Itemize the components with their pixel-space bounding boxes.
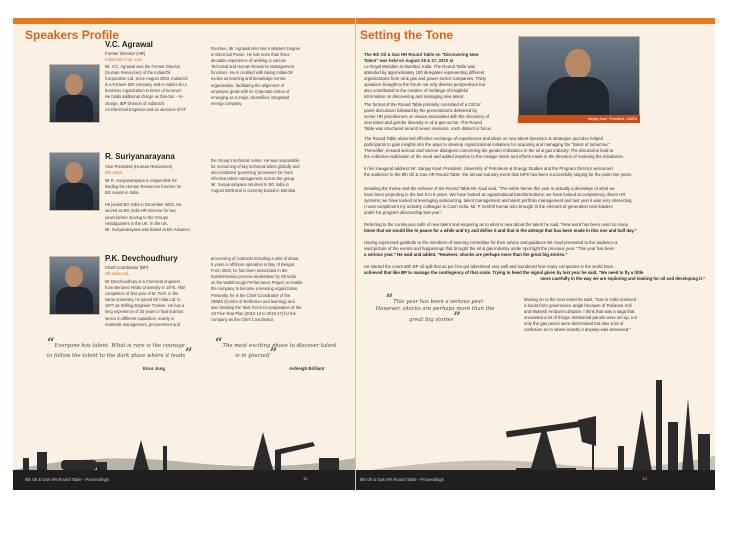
speaker-role: Former Director (HR) (105, 51, 146, 56)
speaker-bio-left: Mr. V.C. Agrawal was the Former Director (Human Resources) of the IndianOil Corporation Ltd. since August 2003. IndianOil is a Fortune 500 company and is India's No.1 business organization in terms of turnover. He holds additional charge as Director – In- charge, IBP Division of IndianOil. An Electrical Engineer and an alumnus of IIT (105, 64, 188, 112)
page-number: 11 (303, 476, 308, 481)
top-accent-bar (13, 18, 355, 24)
quote-author: Erica Jong (143, 366, 165, 371)
speaker-name: P.K. Devchoudhury (105, 254, 178, 263)
speaker-org: Oil India Ltd. (105, 271, 130, 276)
speaker-bio-left: Mr R. Suriyanarayana is responsible for leading the Human Resources function for BG Assets in India. He joined BG India in December 2004. He served as BG India HR Director for two years before moving to the Groups Headquarters in the UK. In the UK, Mr. Suriyanarayana was based at BG Advance, (105, 178, 191, 232)
speaker-photo-sanjay-kaul (518, 36, 640, 122)
left-page (13, 18, 355, 490)
paragraph: In his inaugural address Mr. Sanjay Kaul, President, University of Petroleum & Energy Studies and the Program Director welcomed the audience to the 9th Oil & Gas HR Round Table, the annual industry event that ISPe has been successfully staging for the past nine years. (364, 166, 633, 178)
paragraph: Detailing the theme and the scheme of the Round Table Mr. Kaul said, "The entire theme this year is actually a derivative of what we have been projecting in the last 8 to 9 years. We have looked at organizational transformations; we have looked at competency driven HR systems; we have looked at leveraging outsourcing, talent management and talent portfolio management and last year it was very interesting. I must compliment my industry colleague in Cairn India, Mr. P Senthil Kumar who brought in the element of generation next leaders under his program directorship last year." (364, 186, 633, 216)
close-quote-icon: ” (453, 309, 461, 325)
open-quote-icon: “ (47, 336, 55, 351)
paragraph: Referring to the continuous calls of new talent and enquiring as to what is new about the talent he said, "New word has been used so many times that we would like to pause for a while and try and define it and that is the attempt that has been made in this one and half day." (364, 222, 637, 234)
footer-title: 9th Oil & Gas HR Round Table - Proceedings (360, 477, 444, 482)
page-number: 12 (642, 476, 647, 481)
speaker-photo-devchoudhury (49, 256, 100, 315)
speaker-bio-right: processing of contracts including a stint of about 5 years in offshore operation in Bay of Bengal. From 2004, he has been associated in the transformation process undertaken by Oil India as the Walkthrough Performance Project to enable the company to become a learning organization. Presently, he is the Chief Coordinator of the OBMS (Centre of Reflection and learning) and also heading the Task Force for preparation of the XII Five Year Plan (2012-13 to 2016-17) for the company as the Chief Coordinator. (211, 256, 303, 322)
speaker-photo-agrawal (49, 64, 100, 123)
paragraph: The Round Table observed effective exchange of experiences and ideas on new talent dynamics & strategies and also helped participants to gain insights into the ways to develop organizational initiatives for acquiring and managing the "talent of tomorrow." Thereafter, ensued serious and sincere dialogues concerning the gender imbalance in the oil & gas industry. The discussion lead to the collective realization of the need and added impetus to the meager intent and efforts made in the direction of restoring the imbalance. (364, 136, 624, 160)
speaker-org: IndianOil Corp. Ltd. (105, 57, 143, 62)
oil-pump-silhouette-icon (356, 350, 715, 490)
close-quote-icon: ” (269, 346, 278, 362)
speaker-org: BG India (105, 170, 122, 175)
speaker-role: Vice President (Human Resources) (105, 164, 173, 169)
speaker-bio-right: Roorkee, Mr. Agrawal also has a Masters Degree in Electrical Power. He has more than three decades experience of working in various Technical and Human Resource Management functions. He is credited with taking IndianOil evolve as learning and knowledge-centric organization, facilitating the alignment of employee goals with its Corporate Vision of emerging as a major, diversified, integrated energy company. (211, 46, 301, 106)
footer-title: 9th Oil & Gas HR Round Table - Proceedings (25, 477, 109, 482)
paragraph: Having expressed gratitude to the members of steering committee for their advice and guidance Mr. Kaul presented to the audience a vivid picture of the events and happenings that brought the oil & gas industry under spot light the previous year. "This year has been a serious year." He said and added, "However, shocks are perhaps more than the great big stories." (364, 240, 618, 258)
speaker-photo-suriyanarayana (49, 152, 100, 211)
right-page (356, 18, 715, 490)
quote-block: “Everyone has talent. What is rare is the courage to follow the talent to the dark place where it leads” (47, 336, 193, 362)
paragraph: The format of the Round Table primarily consisted of a CEOs' panel discussion followed by the presentations delivered by senior HR practitioners on issues associated with the discovery of new talent and gender diversity in oil & gas sector. The Round Table was structured around seven sessions, each distinct in focus. (364, 102, 493, 132)
page-footer (356, 470, 715, 490)
speaker-bio-left: Mr Devchoudhury is a Chemical engineer from Benares Hindu University in 1978. After completion of first year of M. Tech. in the same university, he joined Oil India Ltd. in 1977 as Drilling Engineer Trainee. He has a long experience of 33 years in hydrocarbon sector in different capacities, mainly in materials management, procurement and (105, 279, 186, 327)
open-quote-icon: “ (215, 336, 223, 351)
paragraph: The 9th Oil & Gas HR Round Table on "Discovering New Talent" was held on August 26 & 27, 2010 at Le Royal Meridien in Mumbai, India. The Round Table was attended by approximately 150 delegates representing different organizations from oil & gas and power sector companies. Thirty speakers brought to the forum not only diverse perspectives but also contributed to the creation of mélange of insightful information on discovering and managing new talent. (364, 52, 487, 100)
top-accent-bar (356, 18, 715, 24)
speaker-bio-right: the Group's technical center. He was responsible for resourcing of key technical talent globally and also instituted 'governing' processes for more effective talent management across the group. Mr. Suriyanarayana returned to BG India in August 2009 and is currently based in Mumbai. (211, 158, 300, 194)
page-heading: Speakers Profile (25, 28, 120, 42)
speaker-role: Chief Coordinator (BP) (105, 265, 149, 270)
photo-caption: Sanjay Kaul, President, LIMRA (518, 115, 640, 123)
speaker-name: V.C. Agrawal (105, 40, 153, 49)
page-footer (13, 470, 355, 490)
document-spread (0, 18, 729, 490)
quote-author: Ashleigh Brilliant (289, 366, 325, 371)
quote-block: “This year has been a serious year. However, shocks are perhaps more than the great big stories” (375, 292, 495, 325)
paragraph: He started the count with BP oil spill that as per him got advertised very well and wondered how many companies in the world have achieved that like BP to manage the contingency of that scale. Trying to heed the signal given by last year he said, "We need to fly a little more carefully in the way we are exploring and looking for oil and developing it." (364, 264, 705, 282)
speaker-name: R. Suriyanarayana (105, 152, 175, 161)
page-heading: Setting the Tone (360, 28, 454, 42)
close-quote-icon: ” (185, 346, 193, 362)
paragraph: Moving on to the next event he said, "Gas in India received a boost from governance angle because of Reliance Anil and Mukesh Ambani's dispute. I think that was a saga that unraveled a lot of things. Ministerial panels were set up, not only the gas prices were determined but also a lot of confusion as to where exactly it anyway was answered." (524, 297, 637, 333)
open-quote-icon: “ (385, 292, 394, 307)
quote-block: “The most exciting phase to discover talent is in yourself” (215, 336, 337, 362)
